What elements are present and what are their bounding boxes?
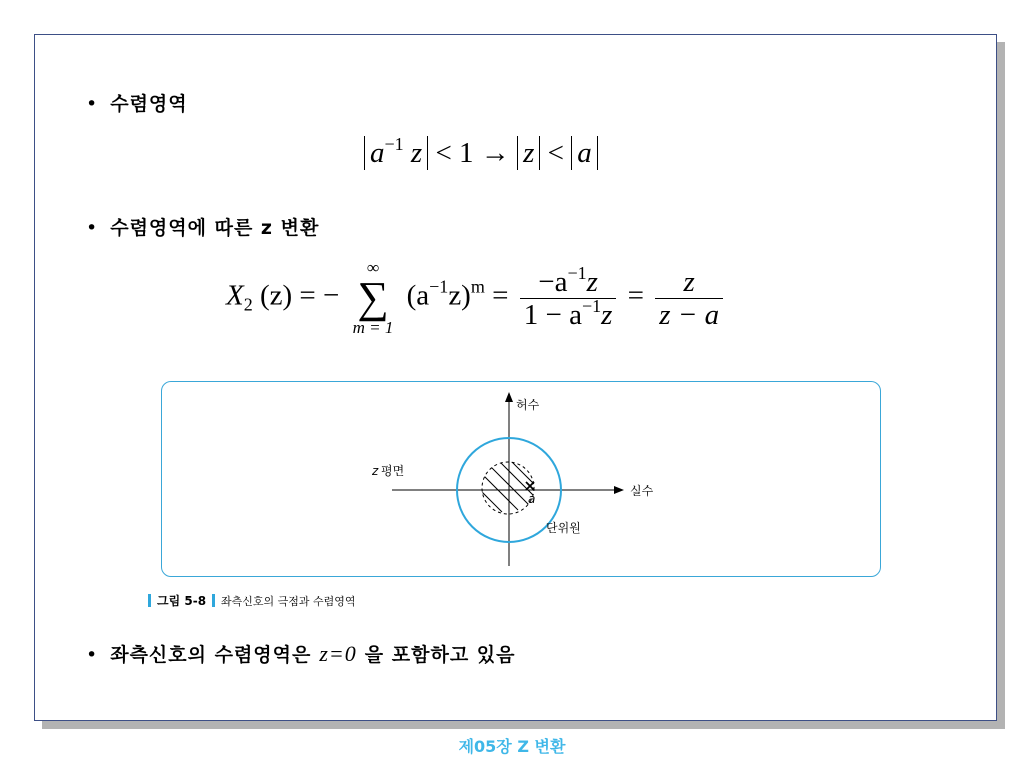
bullet-text: 좌측신호의 수렴영역은 (110, 644, 312, 666)
pole-x-icon (526, 482, 534, 490)
unit-circle-label: 단위원 (546, 521, 581, 535)
z-transform-equation: $X_2$ (z) = − ∞ ∑ m = 1 $(a^{-1}z)^m$ = $\frac{-a^{-1}z}{1 - a^{-1}z}$ = $\frac{z}{z - a}$ (226, 258, 727, 338)
chapter-footer: 제05장 Z 변환 (458, 737, 566, 756)
abs-a-inv-z: $a^{-1}$ z (364, 136, 428, 170)
summation: ∞ ∑ m = 1 (352, 258, 394, 337)
bullet-text: 수렴영역 (110, 93, 188, 115)
fraction-1: $\frac{-a^{-1}z}{1 - a^{-1}z}$ (520, 266, 617, 331)
caption-label: 그림 5-8 (157, 594, 207, 608)
bullet-text: 수렴영역에 따른 z 변환 (110, 217, 320, 239)
caption-text: 좌측신호의 극점과 수렴영역 (221, 594, 356, 608)
plane-label-z: z (372, 464, 379, 478)
caption-bar-left (148, 594, 151, 607)
fraction-2: $\frac{z}{z - a}$ (655, 266, 723, 331)
bullet-z-transform (86, 216, 319, 240)
abs-z: z (517, 136, 540, 170)
imag-axis-arrow-icon (505, 392, 513, 402)
z-plane-diagram (162, 382, 882, 578)
real-axis-arrow-icon (614, 486, 624, 494)
real-axis-label: 실수 (630, 484, 654, 498)
pole-label: a (528, 492, 536, 506)
bullet-text-after: 을 포함하고 있음 (364, 644, 516, 666)
plane-label: 평면 (381, 464, 405, 478)
figure-box (161, 381, 881, 577)
less-than: < (547, 137, 564, 169)
inline-math: z=0 (319, 641, 357, 666)
abs-a: a (571, 136, 598, 170)
roc-inequality (364, 136, 598, 170)
bullet-dot: • (86, 93, 99, 115)
imag-axis-label: 허수 (516, 398, 540, 412)
figure-caption (148, 592, 356, 609)
caption-bar-right (212, 594, 215, 607)
bullet-left-signal (86, 642, 516, 667)
inequality-text: < 1 → (435, 137, 510, 169)
bullet-dot: • (86, 644, 99, 666)
bullet-roc (86, 92, 188, 116)
bullet-dot: • (86, 217, 99, 239)
